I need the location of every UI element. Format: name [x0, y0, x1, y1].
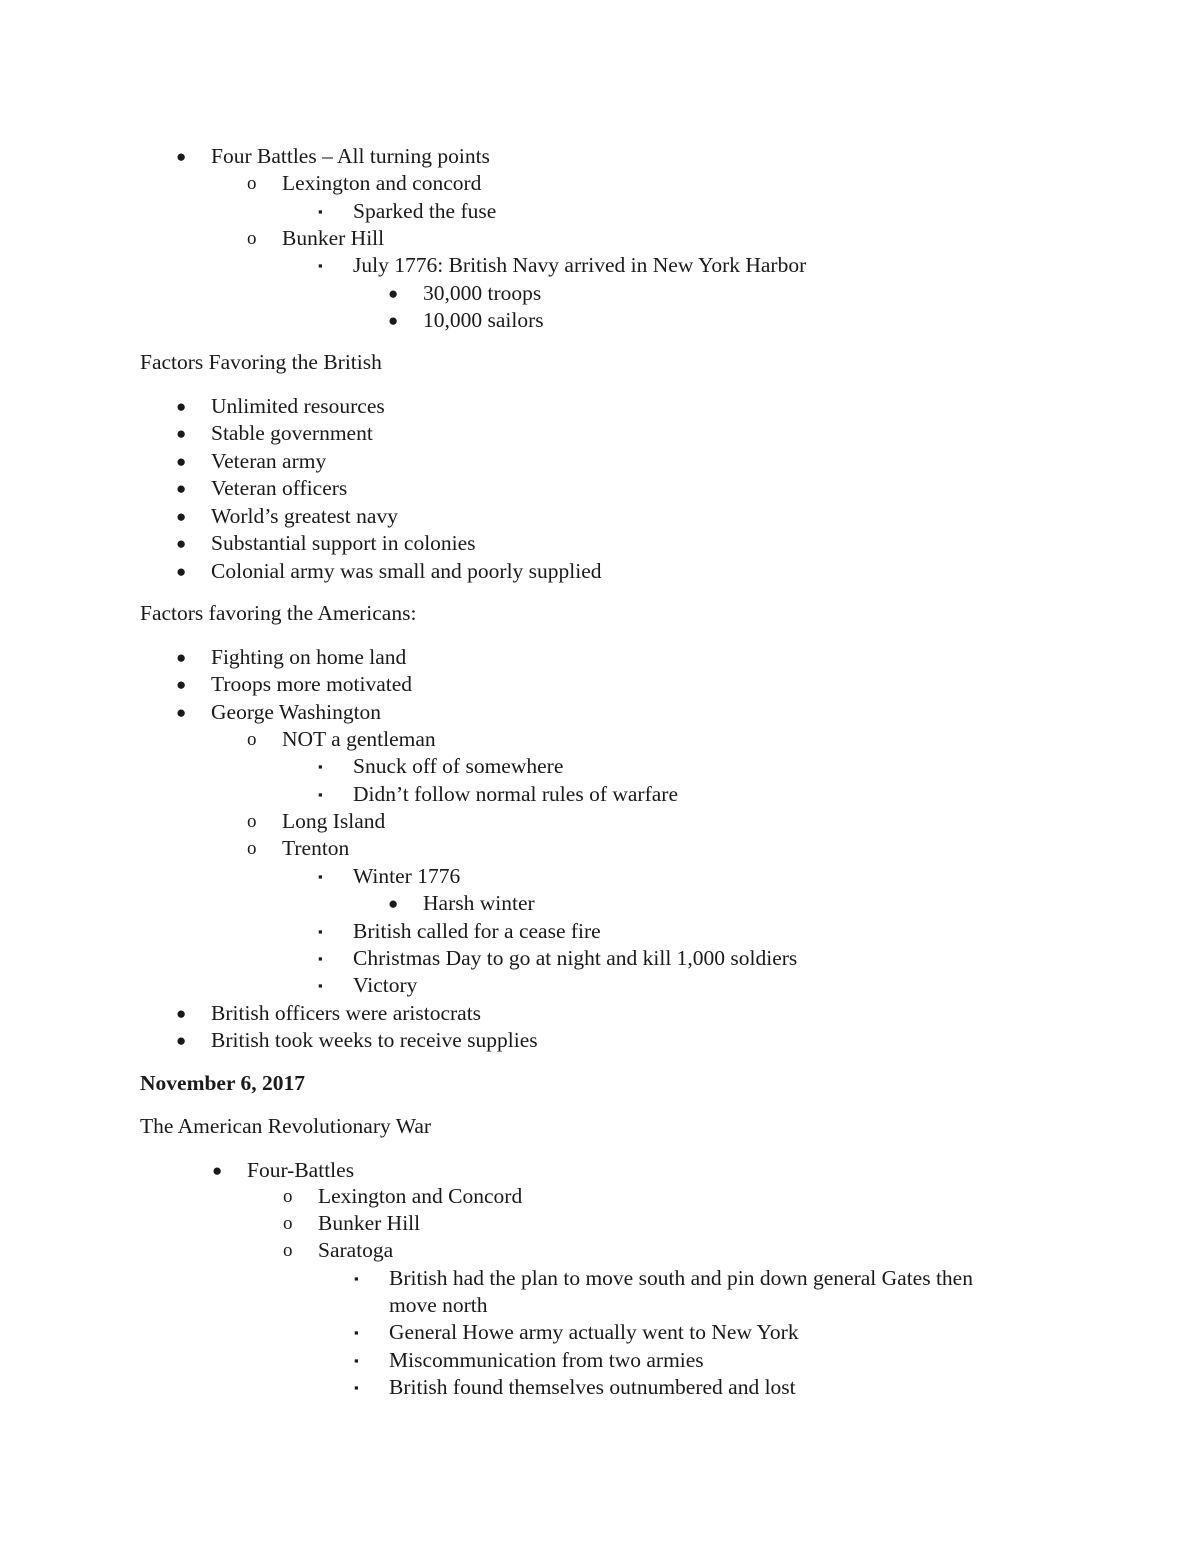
bullet-circle-icon: o — [247, 811, 257, 832]
list-item: Four-Battles — [247, 1158, 355, 1182]
list-item: Colonial army was small and poorly supplied — [211, 559, 602, 583]
list-item: Fighting on home land — [211, 645, 407, 669]
bullet-disc-icon: ● — [388, 284, 399, 303]
list-item: Winter 1776 — [353, 864, 461, 888]
list-item: World’s greatest navy — [211, 504, 398, 528]
bullet-square-icon: ▪ — [318, 951, 323, 966]
bullet-square-icon: ▪ — [318, 787, 323, 802]
list-item: Saratoga — [318, 1238, 394, 1262]
bullet-disc-icon: ● — [176, 507, 187, 526]
list-item: Four Battles – All turning points — [211, 144, 490, 168]
list-item: Veteran army — [211, 449, 327, 473]
list-item: Victory — [353, 973, 418, 997]
list-item: Didn’t follow normal rules of warfare — [353, 782, 678, 806]
list-item: 10,000 sailors — [423, 308, 544, 332]
bullet-disc-icon: ● — [212, 1161, 223, 1180]
bullet-disc-icon: ● — [176, 1031, 187, 1050]
bullet-disc-icon: ● — [176, 562, 187, 581]
bullet-circle-icon: o — [283, 1213, 293, 1234]
list-item: Trenton — [282, 836, 350, 860]
section-heading: Factors favoring the Americans: — [140, 601, 417, 625]
list-item: NOT a gentleman — [282, 727, 436, 751]
bullet-circle-icon: o — [247, 173, 257, 194]
bullet-disc-icon: ● — [176, 424, 187, 443]
bullet-disc-icon: ● — [176, 479, 187, 498]
list-item: British found themselves outnumbered and lost — [389, 1375, 796, 1399]
list-item: Miscommunication from two armies — [389, 1348, 704, 1372]
bullet-circle-icon: o — [283, 1240, 293, 1261]
bullet-disc-icon: ● — [176, 147, 187, 166]
bullet-disc-icon: ● — [176, 534, 187, 553]
bullet-square-icon: ▪ — [354, 1271, 359, 1286]
list-item: Bunker Hill — [318, 1211, 421, 1235]
bullet-disc-icon: ● — [176, 397, 187, 416]
list-item: Lexington and concord — [282, 171, 482, 195]
bullet-circle-icon: o — [247, 729, 257, 750]
list-item: British took weeks to receive supplies — [211, 1028, 538, 1052]
bullet-square-icon: ▪ — [318, 204, 323, 219]
bullet-square-icon: ▪ — [318, 924, 323, 939]
list-item: Stable government — [211, 421, 373, 445]
list-item: Long Island — [282, 809, 386, 833]
section-heading: Factors Favoring the British — [140, 350, 382, 374]
date-heading: November 6, 2017 — [140, 1071, 306, 1095]
bullet-square-icon: ▪ — [354, 1380, 359, 1395]
list-item: Sparked the fuse — [353, 199, 497, 223]
bullet-circle-icon: o — [247, 838, 257, 859]
list-item: British called for a cease fire — [353, 919, 601, 943]
list-item: Unlimited resources — [211, 394, 385, 418]
bullet-disc-icon: ● — [176, 675, 187, 694]
bullet-circle-icon: o — [283, 1186, 293, 1207]
list-item: Christmas Day to go at night and kill 1,000 soldiers — [353, 946, 798, 970]
list-item: Lexington and Concord — [318, 1184, 523, 1208]
bullet-square-icon: ▪ — [318, 869, 323, 884]
list-item: British officers were aristocrats — [211, 1001, 482, 1025]
list-item: Snuck off of somewhere — [353, 754, 564, 778]
list-item: Troops more motivated — [211, 672, 413, 696]
bullet-square-icon: ▪ — [354, 1353, 359, 1368]
list-item: Substantial support in colonies — [211, 531, 476, 555]
bullet-disc-icon: ● — [176, 648, 187, 667]
list-item: General Howe army actually went to New York — [389, 1320, 799, 1344]
list-item-continuation: move north — [389, 1293, 488, 1317]
list-item: July 1776: British Navy arrived in New York Harbor — [353, 253, 807, 277]
list-item: 30,000 troops — [423, 281, 542, 305]
bullet-disc-icon: ● — [176, 1004, 187, 1023]
bullet-circle-icon: o — [247, 228, 257, 249]
bullet-square-icon: ▪ — [318, 759, 323, 774]
bullet-disc-icon: ● — [388, 894, 399, 913]
bullet-disc-icon: ● — [388, 311, 399, 330]
bullet-square-icon: ▪ — [318, 258, 323, 273]
list-item: British had the plan to move south and pin down general Gates then — [389, 1266, 973, 1290]
bullet-square-icon: ▪ — [354, 1325, 359, 1340]
list-item: Veteran officers — [211, 476, 348, 500]
bullet-disc-icon: ● — [176, 703, 187, 722]
list-item: Bunker Hill — [282, 226, 385, 250]
section-heading: The American Revolutionary War — [140, 1114, 432, 1138]
list-item: George Washington — [211, 700, 382, 724]
bullet-square-icon: ▪ — [318, 978, 323, 993]
bullet-disc-icon: ● — [176, 452, 187, 471]
list-item: Harsh winter — [423, 891, 535, 915]
